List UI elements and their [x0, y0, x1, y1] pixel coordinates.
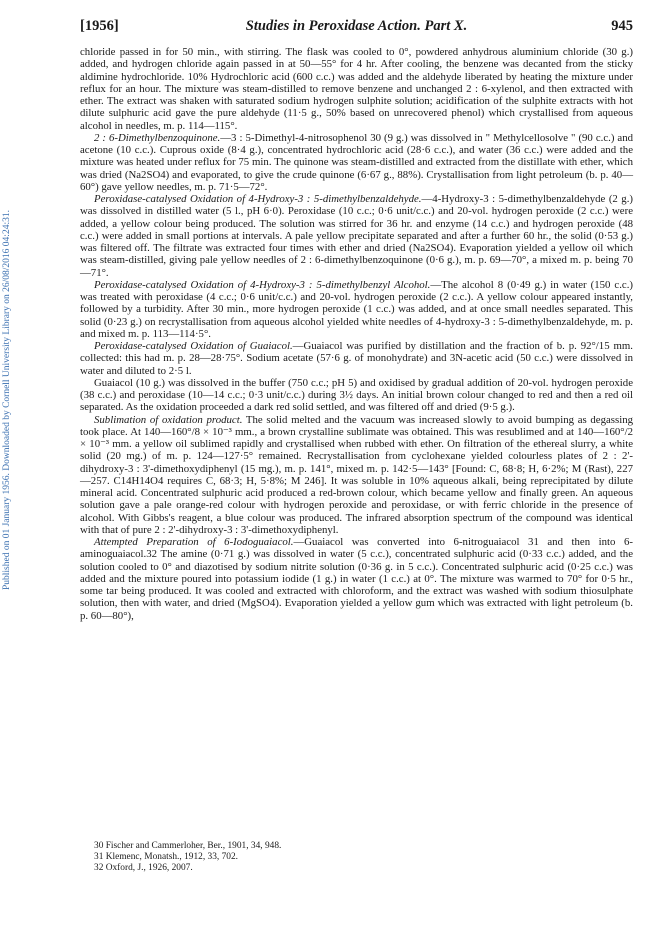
section-heading: Attempted Preparation of 6-Iodoguaiacol. [94, 536, 294, 548]
paragraph: Sublimation of oxidation product. The solid melted and the vacuum was increased slowly to avoid bumping as degassing took place. At 140—160°/8 × 10⁻³ mm., a brown crystalline sublimate was obtained. This was resublimed and at 140—160°/2 × 10⁻³ mm. a yellow oil sublimed rapidly and crystallised when rubbed with ether. On filtration of the ethereal slurry, a white solid (20 mg.) of m. p. 124—127·5° remained. Recrystallisation from cyclohexane yielded colourless plates of 2 : 2'-dihydroxy-3 : 3'-dimethoxydiphenyl (15 mg.), m. p. 141°, mixed m. p. 142·5—143° [Found: C, 68·8; H, 6·2%; M (Rast), 227—257. C14H14O4 requires C, 68·3; H, 5·8%; M 246]. It was soluble in 10% aqueous alkali, being reprecipitated by dilute mineral acid. Concentrated sulphuric acid produced a red-brown colour, which became yellow and finally green. An aqueous solution gave a pale orange-red colour with hydrogen peroxide and peroxidase, or with ferric chloride in the presence of alcohol. With Gibbs's reagent, a blue colour was produced. The infrared absorption spectrum of the compound was identical with that of pure 2 : 2'-dihydroxy-3 : 3'-dimethoxydiphenyl. [80, 413, 633, 536]
section-heading: Peroxidase-catalysed Oxidation of Guaiacol. [94, 340, 293, 352]
paragraph: 2 : 6-Dimethylbenzoquinone.—3 : 5-Dimethyl-4-nitrosophenol 30 (9 g.) was dissolved in " Methylcellosolve " (90 c.c.) and acetone (10 c.c.). Cuprous oxide (8·4 g.), concentrated hydrochloric acid (28·6 c.c.), and water (36 c.c.) were added and the mixture was heated under reflux for 75 min. The quinone was steam-distilled and extracted from the distillate with ether, which was dried (Na2SO4) and evaporated, to give the crude quinone (6·67 g., 88%). Crystallisation from light petroleum (b. p. 40—60°) gave yellow needles, m. p. 71·5—72°. [80, 131, 634, 193]
running-title: Studies in Peroxidase Action. Part X. [245, 18, 468, 34]
section-heading: Sublimation of oxidation product. [94, 413, 243, 426]
running-header [80, 18, 633, 38]
section-heading: 2 : 6-Dimethylbenzoquinone. [94, 131, 221, 144]
section-heading: Peroxidase-catalysed Oxidation of 4-Hydroxy-3 : 5-dimethylbenzaldehyde. [94, 193, 422, 205]
article-body [80, 46, 633, 622]
footnote: 32 Oxford, J., 1926, 2007. [94, 862, 193, 873]
paragraph: Peroxidase-catalysed Oxidation of 4-Hydroxy-3 : 5-dimethylbenzyl Alcohol.—The alcohol 8 (0·49 g.) in water (150 c.c.) was treated with peroxidase (4 c.c.; 0·6 unit/c.c.) and 20-vol. hydrogen peroxide (2 c.c.). A yellow colour appeared instantly, followed by a turbidity. After 30 min., more hydrogen peroxide (1 c.c.) was added, and at once small needles separated. This solid (0·23 g.) on recrystallisation from aqueous alcohol yielded white needles of 4-hydroxy-3 : 5-dimethylbenzaldehyde, m. p. and mixed m. p. 113—114·5°. [80, 278, 633, 340]
paragraph: Peroxidase-catalysed Oxidation of Guaiacol.—Guaiacol was purified by distillation and the fraction of b. p. 92°/15 mm. collected: this had m. p. 28—28·75°. Sodium acetate (57·6 g. of monohydrate) and 3N-acetic acid (50 c.c.) were dissolved in water and diluted to 2·5 l. [80, 340, 633, 377]
footnotes [94, 841, 634, 873]
paragraph: Guaiacol (10 g.) was dissolved in the buffer (750 c.c.; pH 5) and oxidised by gradual addition of 20-vol. hydrogen peroxide (38 c.c.) and peroxidase (10—14 c.c.; 0·3 unit/c.c.) during 3½ days. An initial brown colour changed to red and then a red oil separated. As the oxidation proceeded a dark red solid settled, and was filtered off and dried (9·5 g.). [80, 376, 633, 414]
page-number: 945 [611, 18, 633, 34]
journal-year: [1956] [80, 18, 119, 34]
paragraph: Peroxidase-catalysed Oxidation of 4-Hydroxy-3 : 5-dimethylbenzaldehyde.—4-Hydroxy-3 : 5-dimethylbenzaldehyde (2 g.) was dissolved in distilled water (5 l., pH 6·0). Peroxidase (10 c.c.; 0·6 unit/c.c.) and 20-vol. hydrogen peroxide (2 c.c.) were added, a yellow colour being produced. The solution was stirred for 36 hr. and enzyme (14 c.c.) and hydrogen peroxide (48 c.c.) were added in small portions at intervals. A pale yellow precipitate separated and after a further 60 hr., the solid (0·53 g.) was filtered off. The filtrate was extracted four times with ether and dried (Na2SO4). Evaporation yielded a yellow oil which was steam-distilled, giving pale yellow needles of 2 : 6-dimethylbenzoquinone (0·6 g.), m. p. 69—70°, a mixed m. p. being 70—71°. [80, 193, 633, 279]
paragraph: Attempted Preparation of 6-Iodoguaiacol.—Guaiacol was converted into 6-nitroguaiacol 31 and then into 6-aminoguaiacol.32 The amine (0·71 g.) was dissolved in water (5 c.c.), concentrated sulphuric acid (0·33 c.c.) added, and the solution cooled to 0° and diazotised by sodium nitrite solution (0·36 g. in 5 c.c.). Concentrated sulphuric acid (0·25 c.c.) was added and the mixture poured into potassium iodide (1 g.) in water (1 c.c.) at 0°. The mixture was warmed to 70° for 0·5 hr., some tar being produced. It was cooled and extracted with chloroform, and the extract was washed with sodium thiosulphate solution, then with water, and dried (MgSO4). Evaporation yielded a yellow gum which was extracted with light petroleum (b. p. 60—80°), [80, 536, 633, 622]
footnote: 30 Fischer and Cammerloher, Ber., 1901, 34, 948. [94, 841, 282, 851]
section-heading: Peroxidase-catalysed Oxidation of 4-Hydroxy-3 : 5-dimethylbenzyl Alcohol. [94, 278, 431, 291]
download-notice[interactable]: Published on 01 January 1956. Downloaded by Cornell University Library on 26/08/2016 04:24:31. [2, 210, 12, 590]
paragraph: chloride passed in for 50 min., with stirring. The flask was cooled to 0°, powdered anhydrous aluminium chloride (30 g.) added, and hydrogen chloride again passed in at 50—55° for 4 hr. After cooling, the benzene was decanted from the sticky aldimine hydrochloride. 10% Hydrochloric acid (600 c.c.) was added and the aldehyde liberated by heating the mixture under reflux for an hour. The mixture was steam-distilled to remove benzene and unchanged 2 : 6-xylenol, and then extracted with ether. The extract was shaken with saturated sodium hydrogen sulphite solution; acidification of the sulphite extracts with hot dilute sulphuric acid gave the pure aldehyde (11·5 g., 50% based on unrecovered phenol) which crystallised from aqueous alcohol in needles, m. p. 114—115°. [80, 46, 633, 132]
footnote: 31 Klemenc, Monatsh., 1912, 33, 702. [94, 851, 238, 862]
